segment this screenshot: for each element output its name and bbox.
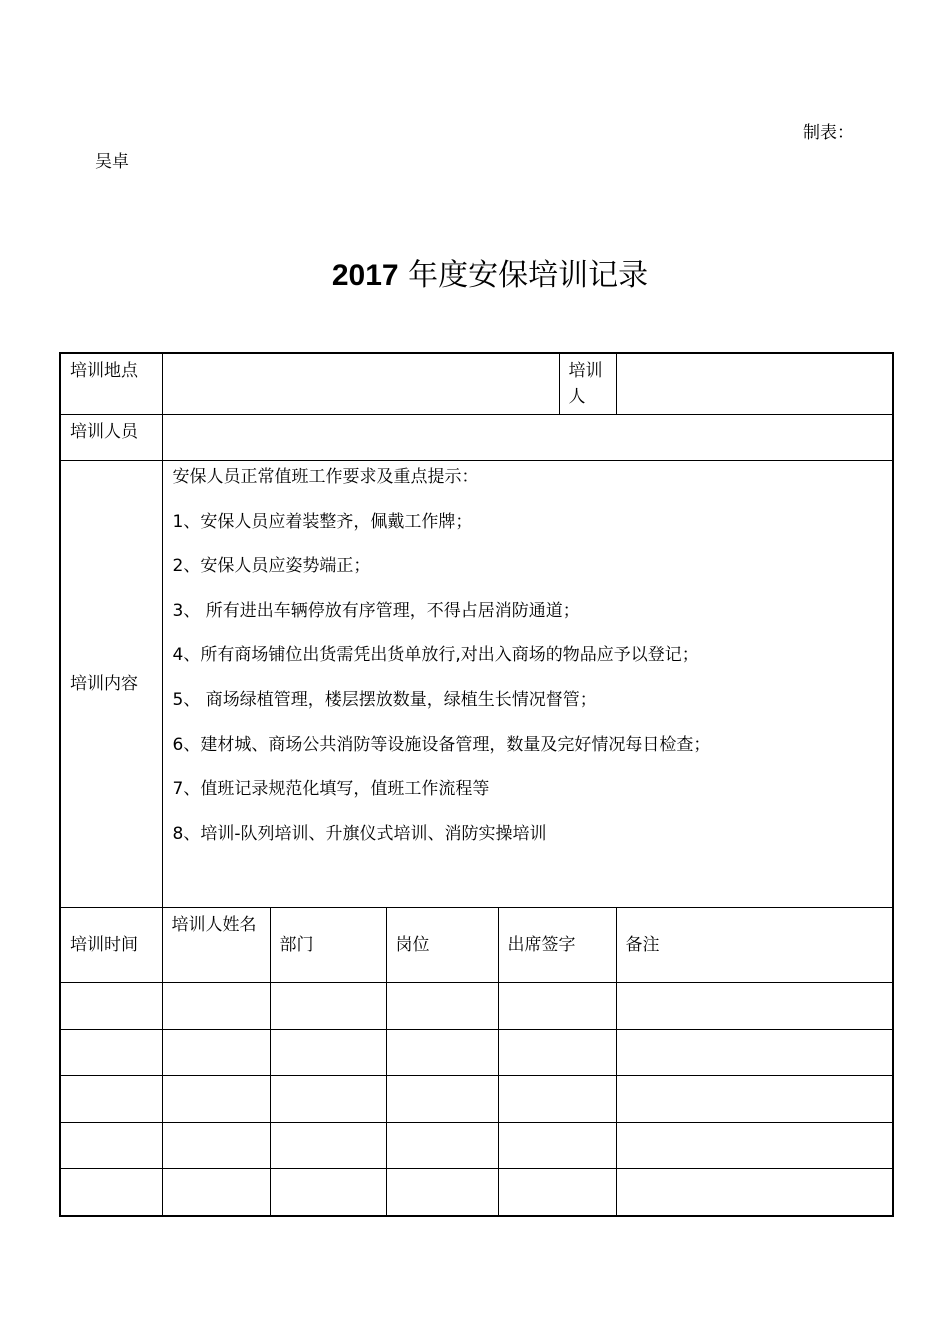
cell-name[interactable] xyxy=(162,1076,270,1123)
content-line: 1、安保人员应着装整齐，佩戴工作牌； xyxy=(172,511,473,532)
cell-time[interactable] xyxy=(60,1076,162,1123)
cell-signature[interactable] xyxy=(498,1169,616,1216)
cell-time[interactable] xyxy=(60,1123,162,1169)
cell-position[interactable] xyxy=(386,983,498,1030)
table-row xyxy=(60,1076,893,1123)
column-header-remarks: 备注 xyxy=(616,908,893,983)
cell-department[interactable] xyxy=(270,983,386,1030)
cell-signature[interactable] xyxy=(498,1076,616,1123)
table-row xyxy=(60,1123,893,1169)
table-row xyxy=(60,1030,893,1076)
page-title xyxy=(0,250,950,294)
cell-remarks[interactable] xyxy=(616,1030,893,1076)
cell-time[interactable] xyxy=(60,983,162,1030)
content-line: 2、安保人员应姿势端正； xyxy=(172,556,371,577)
cell-time[interactable] xyxy=(60,1169,162,1216)
content-line: 5、 商场绿植管理，楼层摆放数量，绿植生长情况督管； xyxy=(172,689,597,710)
cell-name[interactable] xyxy=(162,1030,270,1076)
cell-remarks[interactable] xyxy=(616,983,893,1030)
content-line: 6、建材城、商场公共消防等设施设备管理，数量及完好情况每日检查； xyxy=(172,734,711,755)
cell-position[interactable] xyxy=(386,1123,498,1169)
cell-remarks[interactable] xyxy=(616,1076,893,1123)
table-row xyxy=(60,1169,893,1216)
trainees-label: 培训人员 xyxy=(60,415,162,461)
cell-remarks[interactable] xyxy=(616,1169,893,1216)
column-header-time: 培训时间 xyxy=(60,908,162,983)
trainer-field[interactable] xyxy=(616,353,893,415)
training-record-table xyxy=(59,352,894,1217)
content-line: 8、培训-队列培训、升旗仪式培训、消防实操培训 xyxy=(172,823,547,844)
cell-department[interactable] xyxy=(270,1169,386,1216)
column-header-signature: 出席签字 xyxy=(498,908,616,983)
trainer-label: 培训人 xyxy=(559,353,616,415)
cell-department[interactable] xyxy=(270,1123,386,1169)
cell-position[interactable] xyxy=(386,1169,498,1216)
table-row xyxy=(60,983,893,1030)
cell-name[interactable] xyxy=(162,983,270,1030)
content-line: 7、值班记录规范化填写，值班工作流程等 xyxy=(172,779,490,800)
maker-name: 吴卓 xyxy=(95,152,129,172)
cell-position[interactable] xyxy=(386,1030,498,1076)
cell-signature[interactable] xyxy=(498,1123,616,1169)
content-field[interactable] xyxy=(162,461,893,908)
cell-name[interactable] xyxy=(162,1123,270,1169)
title-text: 年度安保培训记录 xyxy=(408,258,649,293)
title-year: 2017 xyxy=(331,259,399,292)
location-label: 培训地点 xyxy=(60,353,162,415)
column-header-name: 培训人姓名 xyxy=(162,908,270,983)
cell-remarks[interactable] xyxy=(616,1123,893,1169)
cell-department[interactable] xyxy=(270,1076,386,1123)
content-line: 3、 所有进出车辆停放有序管理，不得占居消防通道； xyxy=(172,600,580,621)
column-header-department: 部门 xyxy=(270,908,386,983)
content-label: 培训内容 xyxy=(60,461,162,908)
column-header-position: 岗位 xyxy=(386,908,498,983)
cell-department[interactable] xyxy=(270,1030,386,1076)
maker-label: 制表： xyxy=(803,123,854,143)
cell-position[interactable] xyxy=(386,1076,498,1123)
cell-signature[interactable] xyxy=(498,1030,616,1076)
content-line: 安保人员正常值班工作要求及重点提示： xyxy=(172,467,479,487)
cell-time[interactable] xyxy=(60,1030,162,1076)
cell-signature[interactable] xyxy=(498,983,616,1030)
content-line: 4、所有商场铺位出货需凭出货单放行,对出入商场的物品应予以登记； xyxy=(172,645,699,666)
trainees-field[interactable] xyxy=(162,415,893,461)
location-field[interactable] xyxy=(162,353,559,415)
cell-name[interactable] xyxy=(162,1169,270,1216)
